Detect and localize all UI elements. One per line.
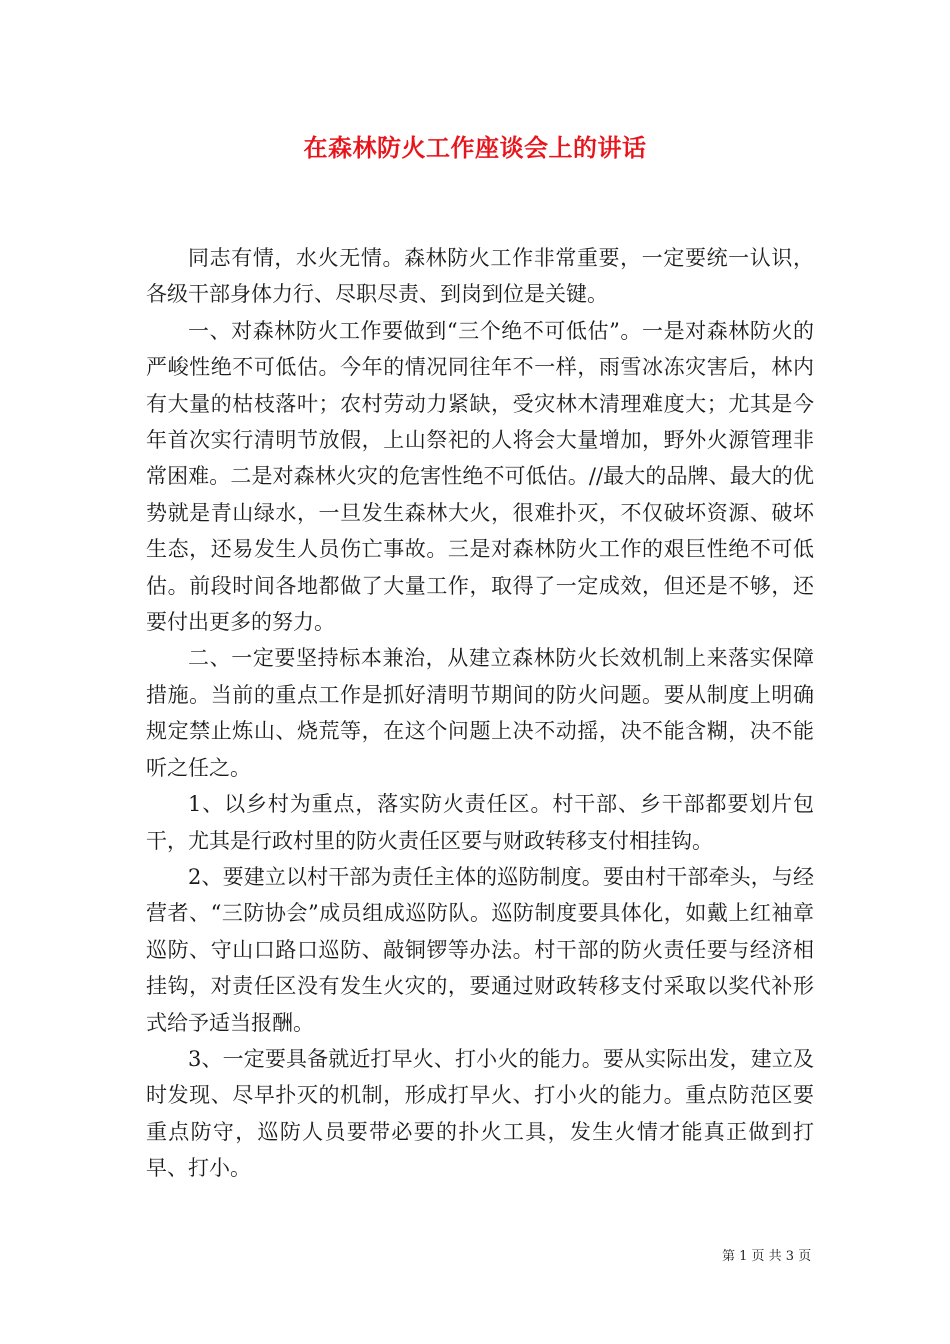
paragraph-section-two: 二、一定要坚持标本兼治，从建立森林防火长效机制上来落实保障措施。当前的重点工作是抓好清明节期间的防火问题。要从制度上明确规定禁止炼山、烧荒等，在这个问题上决不动摇，决不能含糊，决不能听之任之。 <box>146 646 814 780</box>
paragraph-item-3: 3、一定要具备就近打早火、打小火的能力。要从实际出发，建立及时发现、尽早扑灭的机制，形成打早火、打小火的能力。重点防范区要重点防守，巡防人员要带必要的扑火工具，发生火情才能真正做到打早、打小。 <box>146 1046 814 1181</box>
paragraph-item-1: 1、以乡村为重点，落实防火责任区。村干部、乡干部都要划片包干，尤其是行政村里的防火责任区要与财政转移支付相挂钩。 <box>146 792 814 853</box>
paragraph-section-one: 一、对森林防火工作要做到“三个绝不可低估”。一是对森林防火的严峻性绝不可低估。今年的情况同往年不一样，雨雪冰冻灾害后，林内有大量的枯枝落叶；农村劳动力紧缺，受灾林木清理难度大；尤其是今年首次实行清明节放假，上山祭祀的人将会大量增加，野外火源管理非常困难。二是对森林火灾的危害性绝不可低估。//最大的品牌、最大的优势就是青山绿水，一旦发生森林大火，很难扑灭，不仅破坏资源、破坏生态，还易发生人员伤亡事故。三是对森林防火工作的艰巨性绝不可低估。前段时间各地都做了大量工作，取得了一定成效，但还是不够，还要付出更多的努力。 <box>146 318 814 635</box>
document-body <box>146 240 814 1187</box>
paragraph-item-2: 2、要建立以村干部为责任主体的巡防制度。要由村干部牵头，与经营者、“三防协会”成员组成巡防队。巡防制度要具体化，如戴上红袖章巡防、守山口路口巡防、敲铜锣等办法。村干部的防火责任要与经济相挂钩，对责任区没有发生火灾的，要通过财政转移支付采取以奖代补形式给予适当报酬。 <box>146 864 814 1035</box>
page-number: 第 1 页 共 3 页 <box>722 1249 812 1264</box>
paragraph-intro: 同志有情，水火无情。森林防火工作非常重要，一定要统一认识，各级干部身体力行、尽职尽责、到岗到位是关键。 <box>146 246 814 307</box>
document-title: 在森林防火工作座谈会上的讲话 <box>303 133 647 162</box>
